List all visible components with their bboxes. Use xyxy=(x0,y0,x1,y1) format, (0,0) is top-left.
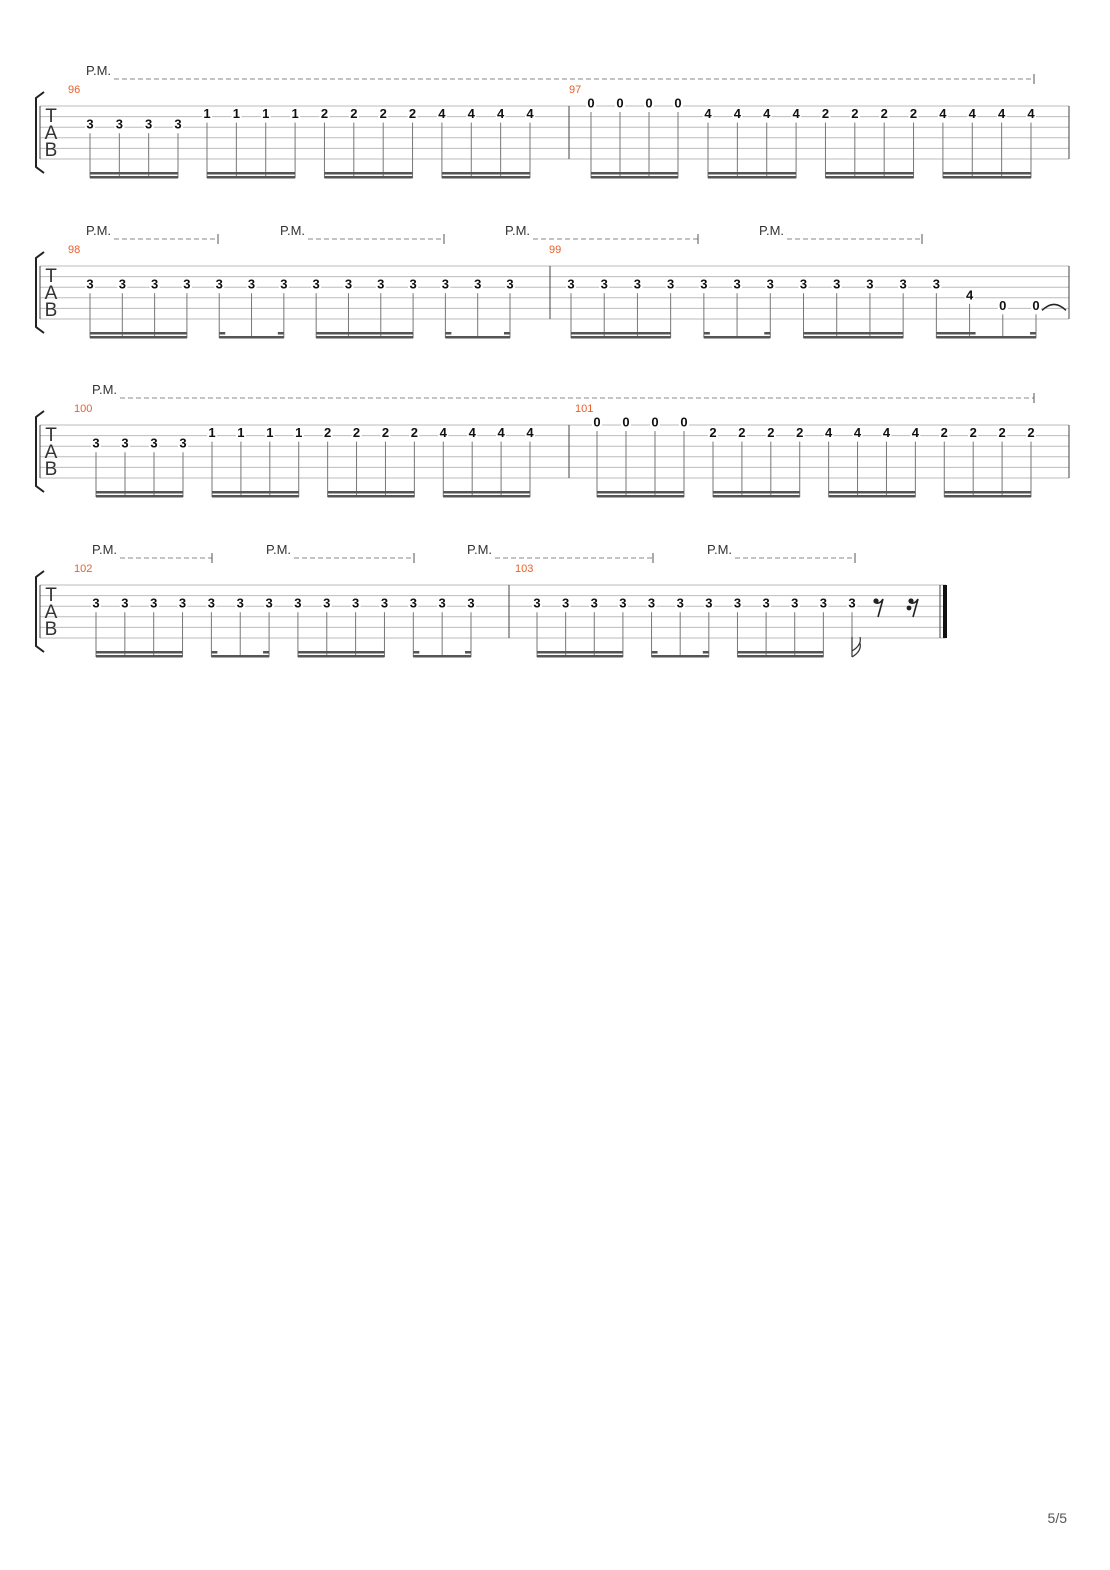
palm-mute-label: P.M. xyxy=(86,63,112,78)
fret-number: 1 xyxy=(262,106,270,122)
palm-mute-label: P.M. xyxy=(86,223,112,238)
beam-secondary xyxy=(443,491,530,494)
beam-primary xyxy=(944,495,1031,498)
beam-stub xyxy=(652,651,658,654)
fret-number: 3 xyxy=(178,595,187,611)
fret-number: 2 xyxy=(909,106,918,122)
beam-secondary xyxy=(90,172,178,175)
palm-mute-label: P.M. xyxy=(707,542,733,557)
fret-number: 0 xyxy=(622,414,630,430)
fret-number: 4 xyxy=(998,106,1006,122)
fret-number: 3 xyxy=(265,595,273,611)
fret-number: 4 xyxy=(968,106,976,122)
beam-secondary xyxy=(537,651,623,654)
measure-number: 101 xyxy=(575,403,594,415)
fret-number: 0 xyxy=(674,95,682,111)
fret-number: 3 xyxy=(791,595,799,611)
measure-number: 96 xyxy=(68,84,81,96)
measure-number: 103 xyxy=(515,563,534,575)
tab-clef-letter: B xyxy=(44,619,58,640)
fret-number: 0 xyxy=(587,95,595,111)
beam-stub xyxy=(1030,332,1036,335)
beam-primary xyxy=(936,336,1036,339)
fret-number: 3 xyxy=(121,595,129,611)
measure-number: 98 xyxy=(68,244,81,256)
fret-number: 2 xyxy=(320,106,329,122)
fret-number: 2 xyxy=(352,425,361,441)
tab-clef-letter: B xyxy=(44,300,58,321)
beam-primary xyxy=(413,655,471,658)
fret-number: 3 xyxy=(150,435,158,451)
fret-number: 3 xyxy=(351,595,360,611)
beam-primary xyxy=(298,655,385,658)
fret-number: 3 xyxy=(150,276,159,292)
fret-number: 3 xyxy=(647,595,656,611)
fret-number: 3 xyxy=(733,276,741,292)
fret-number: 4 xyxy=(467,106,475,122)
beam-secondary xyxy=(571,332,671,335)
fret-number: 2 xyxy=(738,425,746,441)
fret-number: 4 xyxy=(825,425,833,441)
fret-number: 3 xyxy=(174,116,182,132)
fret-number: 1 xyxy=(295,425,303,441)
beam-primary xyxy=(96,655,183,658)
fret-number: 3 xyxy=(145,116,153,132)
fret-number: 3 xyxy=(619,595,627,611)
measure-101 xyxy=(575,403,1036,498)
beam-secondary xyxy=(298,651,385,654)
beam-secondary xyxy=(804,332,904,335)
beam-primary xyxy=(829,495,916,498)
fret-number: 1 xyxy=(208,425,216,441)
tab-clef-letter: B xyxy=(44,140,58,161)
beam-primary xyxy=(704,336,770,339)
beam-primary xyxy=(591,176,678,179)
beam-secondary xyxy=(96,651,183,654)
fret-number: 3 xyxy=(247,276,256,292)
fret-number: 0 xyxy=(1032,297,1040,313)
fret-number: 3 xyxy=(280,276,288,292)
tab-clef-letter: A xyxy=(44,442,58,463)
page-number: 5/5 xyxy=(1047,1510,1067,1526)
fret-number: 2 xyxy=(796,425,804,441)
palm-mute-label: P.M. xyxy=(92,382,118,397)
flagged-stem xyxy=(852,637,860,657)
fret-number: 3 xyxy=(92,435,100,451)
staff-system-4 xyxy=(36,542,947,658)
beam-primary xyxy=(713,495,800,498)
beam-secondary xyxy=(829,491,916,494)
fret-number: 2 xyxy=(880,106,888,122)
beam-primary xyxy=(825,176,913,179)
beam-secondary xyxy=(328,491,415,494)
beam-stub xyxy=(211,651,217,654)
fret-number: 1 xyxy=(203,106,211,122)
tab-clef-letter: T xyxy=(45,266,57,287)
fret-number: 2 xyxy=(410,425,418,441)
beam-primary xyxy=(207,176,295,179)
fret-number: 4 xyxy=(965,287,974,303)
fret-number: 3 xyxy=(344,276,353,292)
fret-number: 3 xyxy=(86,116,94,132)
fret-number: 2 xyxy=(709,425,717,441)
beam-stub xyxy=(219,332,225,335)
fret-number: 3 xyxy=(441,276,450,292)
tab-clef-letter: T xyxy=(45,425,57,446)
fret-number: 0 xyxy=(999,297,1007,313)
tie-arc xyxy=(1042,304,1066,310)
fret-number: 4 xyxy=(763,106,771,122)
fret-number: 2 xyxy=(998,425,1006,441)
tab-clef-letter: B xyxy=(44,459,58,480)
fret-number: 3 xyxy=(236,595,244,611)
fret-number: 3 xyxy=(150,595,158,611)
beam-primary xyxy=(219,336,284,339)
fret-number: 3 xyxy=(183,276,191,292)
fret-number: 2 xyxy=(969,425,977,441)
beam-secondary xyxy=(442,172,530,175)
beam-primary xyxy=(445,336,510,339)
fret-number: 3 xyxy=(533,595,541,611)
measure-99 xyxy=(549,244,1066,339)
beam-primary xyxy=(316,336,413,339)
beam-primary xyxy=(90,176,178,179)
fret-number: 4 xyxy=(526,425,534,441)
fret-number: 3 xyxy=(438,595,446,611)
measure-number: 99 xyxy=(549,244,562,256)
fret-number: 2 xyxy=(408,106,417,122)
fret-number: 3 xyxy=(474,276,482,292)
fret-number: 3 xyxy=(733,595,742,611)
fret-number: 4 xyxy=(882,425,891,441)
beam-secondary xyxy=(207,172,295,175)
beam-stub xyxy=(504,332,510,335)
fret-number: 3 xyxy=(467,595,475,611)
beam-secondary xyxy=(708,172,796,175)
fret-number: 1 xyxy=(291,106,299,122)
staff-system-3 xyxy=(36,382,1069,498)
fret-number: 3 xyxy=(380,595,389,611)
beam-primary xyxy=(324,176,412,179)
fret-number: 3 xyxy=(215,276,223,292)
fret-number: 3 xyxy=(600,276,608,292)
staff-system-2 xyxy=(36,223,1069,339)
beam-secondary xyxy=(591,172,678,175)
beam-stub xyxy=(465,651,471,654)
fret-number: 0 xyxy=(645,95,653,111)
palm-mute-label: P.M. xyxy=(505,223,531,238)
beam-primary xyxy=(537,655,623,658)
tab-clef-letter: T xyxy=(45,585,57,606)
fret-number: 0 xyxy=(616,95,624,111)
beam-stub xyxy=(445,332,451,335)
beam-secondary xyxy=(944,491,1031,494)
measure-102 xyxy=(74,563,476,658)
fret-number: 3 xyxy=(705,595,713,611)
beam-primary xyxy=(90,336,187,339)
fret-number: 1 xyxy=(237,425,245,441)
beam-primary xyxy=(328,495,415,498)
fret-number: 1 xyxy=(266,425,274,441)
fret-number: 2 xyxy=(767,425,775,441)
fret-number: 2 xyxy=(379,106,387,122)
beam-stub xyxy=(413,651,419,654)
palm-mute-label: P.M. xyxy=(92,542,118,557)
fret-number: 4 xyxy=(526,106,534,122)
fret-number: 3 xyxy=(207,595,216,611)
fret-number: 4 xyxy=(792,106,800,122)
measure-103 xyxy=(515,563,918,658)
fret-number: 3 xyxy=(819,595,827,611)
fret-number: 4 xyxy=(438,106,446,122)
beam-stub xyxy=(263,651,269,654)
fret-number: 2 xyxy=(350,106,358,122)
fret-number: 3 xyxy=(409,595,417,611)
beam-secondary xyxy=(713,491,800,494)
beam-stub xyxy=(703,651,709,654)
fret-number: 3 xyxy=(86,276,94,292)
staff-system-1 xyxy=(36,63,1069,179)
beam-primary xyxy=(708,176,796,179)
beam-primary xyxy=(737,655,823,658)
measure-number: 97 xyxy=(569,84,582,96)
beam-primary xyxy=(96,495,183,498)
fret-number: 3 xyxy=(562,595,570,611)
fret-number: 3 xyxy=(506,276,514,292)
fret-number: 4 xyxy=(439,425,447,441)
fret-number: 2 xyxy=(940,425,948,441)
beam-secondary xyxy=(96,491,183,494)
fret-number: 2 xyxy=(1027,425,1035,441)
tab-clef-letter: A xyxy=(44,123,58,144)
beam-primary xyxy=(597,495,684,498)
beam-primary xyxy=(943,176,1031,179)
measure-97 xyxy=(569,84,1036,179)
palm-mute-label: P.M. xyxy=(467,542,493,557)
fret-number: 0 xyxy=(651,414,659,430)
tab-clef-letter: A xyxy=(44,283,58,304)
fret-number: 4 xyxy=(497,106,505,122)
fret-number: 0 xyxy=(593,414,601,430)
fret-number: 4 xyxy=(939,106,947,122)
beam-secondary xyxy=(737,651,823,654)
fret-number: 3 xyxy=(323,595,331,611)
beam-secondary xyxy=(324,172,412,175)
palm-mute-label: P.M. xyxy=(759,223,785,238)
beam-secondary xyxy=(936,332,975,335)
tab-clef-letter: A xyxy=(44,602,58,623)
beam-primary xyxy=(212,495,299,498)
beam-secondary xyxy=(597,491,684,494)
fret-number: 3 xyxy=(848,595,856,611)
fret-number: 3 xyxy=(932,276,940,292)
beam-primary xyxy=(652,655,709,658)
final-barline-thick xyxy=(943,585,947,638)
beam-secondary xyxy=(90,332,187,335)
fret-number: 3 xyxy=(833,276,841,292)
fret-number: 3 xyxy=(633,276,642,292)
beam-stub xyxy=(278,332,284,335)
fret-number: 3 xyxy=(866,276,874,292)
fret-number: 3 xyxy=(377,276,385,292)
fret-number: 3 xyxy=(567,276,575,292)
beam-secondary xyxy=(316,332,413,335)
fret-number: 3 xyxy=(294,595,302,611)
beam-secondary xyxy=(825,172,913,175)
fret-number: 1 xyxy=(232,106,240,122)
fret-number: 3 xyxy=(312,276,320,292)
eighth-rest xyxy=(873,598,883,617)
measure-number: 100 xyxy=(74,403,93,415)
fret-number: 3 xyxy=(92,595,100,611)
fret-number: 3 xyxy=(899,276,907,292)
beam-primary xyxy=(442,176,530,179)
fret-number: 4 xyxy=(911,425,919,441)
beam-secondary xyxy=(943,172,1031,175)
beam-primary xyxy=(571,336,671,339)
beam-stub xyxy=(764,332,770,335)
tab-clef-letter: T xyxy=(45,106,57,127)
fret-number: 3 xyxy=(590,595,598,611)
fret-number: 3 xyxy=(118,276,126,292)
fret-number: 3 xyxy=(799,276,808,292)
beam-primary xyxy=(211,655,269,658)
fret-number: 3 xyxy=(766,276,774,292)
beam-primary xyxy=(443,495,530,498)
measure-98 xyxy=(68,244,515,339)
fret-number: 4 xyxy=(1027,106,1035,122)
fret-number: 4 xyxy=(853,425,862,441)
sixteenth-rest xyxy=(907,598,918,617)
rest-dot xyxy=(907,606,912,611)
beam-stub xyxy=(704,332,710,335)
fret-number: 3 xyxy=(121,435,129,451)
fret-number: 4 xyxy=(733,106,741,122)
fret-number: 4 xyxy=(497,425,505,441)
fret-number: 2 xyxy=(381,425,390,441)
fret-number: 3 xyxy=(667,276,675,292)
beam-primary xyxy=(804,336,904,339)
fret-number: 4 xyxy=(704,106,712,122)
measure-96 xyxy=(68,84,535,179)
measure-100 xyxy=(74,403,535,498)
fret-number: 2 xyxy=(821,106,830,122)
fret-number: 2 xyxy=(324,425,332,441)
fret-number: 2 xyxy=(851,106,859,122)
fret-number: 3 xyxy=(179,435,187,451)
palm-mute-label: P.M. xyxy=(280,223,306,238)
beam-secondary xyxy=(212,491,299,494)
palm-mute-label: P.M. xyxy=(266,542,292,557)
fret-number: 3 xyxy=(409,276,417,292)
fret-number: 3 xyxy=(762,595,770,611)
fret-number: 3 xyxy=(700,276,708,292)
fret-number: 4 xyxy=(468,425,476,441)
fret-number: 3 xyxy=(115,116,123,132)
fret-number: 3 xyxy=(676,595,684,611)
measure-number: 102 xyxy=(74,563,93,575)
fret-number: 0 xyxy=(680,414,688,430)
